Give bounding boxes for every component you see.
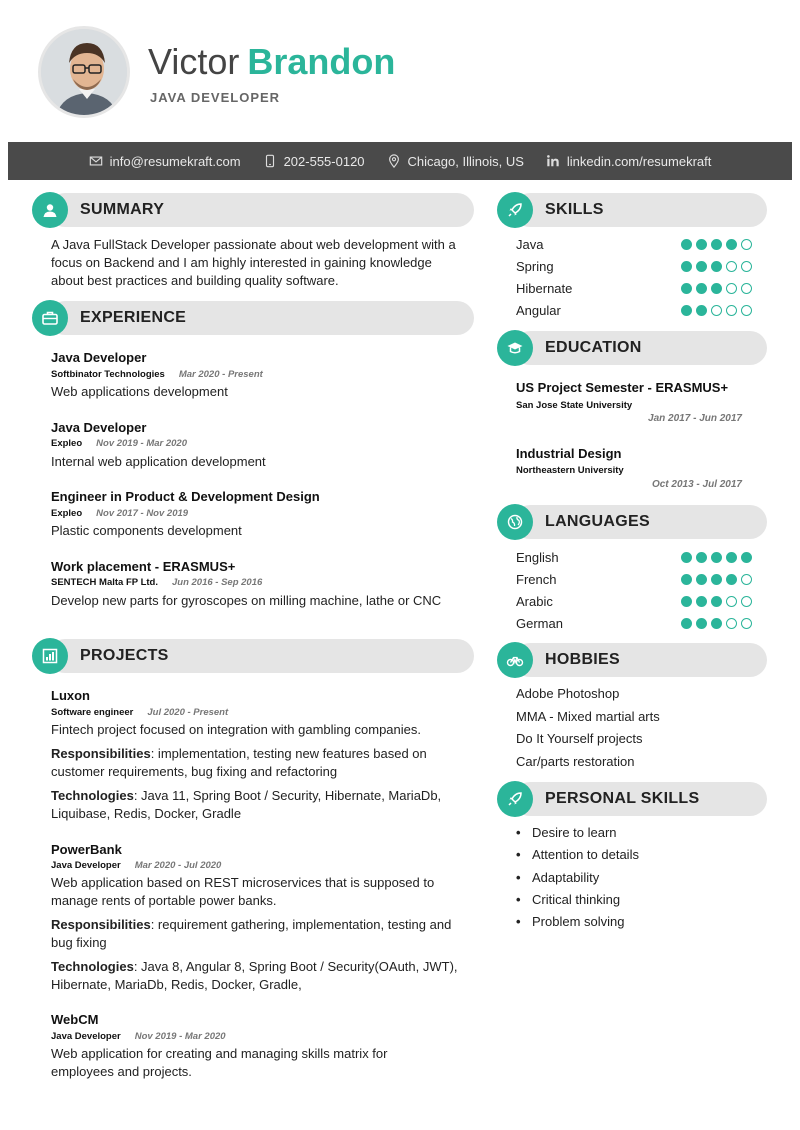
hobby-item: MMA - Mixed martial arts	[516, 709, 660, 724]
hobby-item: Car/parts restoration	[516, 754, 635, 769]
project-dates: Mar 2020 - Jul 2020	[134, 860, 222, 871]
personal-skill-item: • Critical thinking	[516, 892, 620, 907]
rating-dot-filled	[711, 552, 722, 563]
rating-dots	[681, 596, 752, 607]
school-name: San Jose State University	[516, 400, 633, 411]
map-pin-icon	[387, 154, 401, 168]
rating-dot-filled	[681, 261, 692, 272]
rating-dot-filled	[696, 283, 707, 294]
rating-dots	[681, 574, 752, 585]
job-title: Java Developer	[51, 350, 147, 365]
last-name: Brandon	[247, 41, 396, 82]
rating-dot-filled	[681, 574, 692, 585]
job-description: Web applications development	[51, 384, 228, 399]
rating-dot-filled	[741, 552, 752, 563]
location-text: Chicago, Illinois, US	[407, 153, 524, 169]
project-description: Web application based on REST microservices that is supposed to manage rents of portable power banks.	[51, 875, 435, 908]
rating-dots	[681, 552, 752, 563]
language-row-name: Arabic	[516, 593, 553, 609]
rating-dot-filled	[726, 552, 737, 563]
rating-dot-empty	[726, 305, 737, 316]
company: Softbinator Technologies	[51, 369, 165, 380]
job-title: Work placement - ERASMUS+	[51, 559, 236, 574]
rating-dot-filled	[696, 239, 707, 250]
profile-photo	[38, 26, 130, 118]
job-dates: Mar 2020 - Present	[178, 369, 263, 380]
rating-dot-filled	[696, 596, 707, 607]
project-description: Web application for creating and managing skills matrix for employees and projects.	[51, 1046, 388, 1079]
contact-phone[interactable]	[263, 154, 365, 169]
globe-icon	[506, 513, 524, 531]
language-row-name: French	[516, 571, 557, 587]
personal-skill-item: • Desire to learn	[516, 825, 617, 840]
rating-dot-filled	[711, 239, 722, 250]
skill-row	[516, 300, 756, 320]
job-description: Internal web application development	[51, 454, 266, 469]
project-responsibilities: Responsibilities: requirement gathering, implementation, testing and bug fixing	[51, 917, 452, 950]
degree-title: Industrial Design	[516, 446, 622, 461]
rating-dot-empty	[741, 305, 752, 316]
rating-dot-filled	[711, 618, 722, 629]
job-description: Develop new parts for gyroscopes on milling machine, lathe or CNC	[51, 593, 442, 608]
contact-bar	[8, 142, 792, 180]
graduation-cap-icon	[506, 339, 524, 357]
rating-dot-filled	[696, 305, 707, 316]
project-technologies: Technologies: Java 11, Spring Boot / Security, Hibernate, MariaDb, Liquibase, Redis, Docker, Gradle	[51, 788, 442, 821]
rating-dot-filled	[696, 618, 707, 629]
language-row	[516, 547, 756, 567]
rating-dot-empty	[741, 239, 752, 250]
skill-row-name: Hibernate	[516, 280, 573, 296]
project-role: Java Developer	[51, 860, 121, 871]
skill-row-name: Java	[516, 236, 544, 252]
skill-row-name: Spring	[516, 258, 554, 274]
job-title: JAVA DEVELOPER	[150, 90, 281, 105]
hobbies-section-header	[497, 643, 767, 677]
summary-text: A Java FullStack Developer passionate about web development with a focus on Backend and I am highly interested in gaining knowledge about best practices and building quality software.	[51, 237, 456, 288]
linkedin-icon	[546, 154, 560, 168]
skills-section-header	[497, 193, 767, 227]
rating-dot-filled	[696, 552, 707, 563]
rocket-icon	[506, 201, 524, 219]
projects-heading: PROJECTS	[80, 647, 169, 664]
project-responsibilities: Responsibilities: implementation, testing new features based on customer requirements, bug fixing and refactoring	[51, 746, 427, 779]
project-description: Fintech project focused on integration with gambling companies.	[51, 722, 421, 737]
skill-row-name: Angular	[516, 302, 561, 318]
rating-dots	[681, 305, 752, 316]
skill-row	[516, 278, 756, 298]
contact-email[interactable]	[89, 154, 241, 169]
rating-dot-empty	[741, 283, 752, 294]
rating-dot-filled	[726, 574, 737, 585]
education-dates: Oct 2013 - Jul 2017	[651, 479, 742, 490]
project-dates: Nov 2019 - Mar 2020	[134, 1031, 226, 1042]
language-row	[516, 591, 756, 611]
language-row-name: English	[516, 549, 559, 565]
rating-dot-filled	[711, 261, 722, 272]
languages-section-header	[497, 505, 767, 539]
school-name: Northeastern University	[516, 465, 624, 476]
projects-section-header	[32, 639, 474, 673]
project-name: Luxon	[51, 688, 90, 703]
rating-dots	[681, 283, 752, 294]
rating-dot-filled	[711, 283, 722, 294]
phone-icon	[263, 154, 277, 168]
personal-skill-item: • Adaptability	[516, 870, 599, 885]
envelope-icon	[89, 154, 103, 168]
briefcase-icon	[41, 309, 59, 327]
language-row	[516, 613, 756, 633]
rating-dots	[681, 239, 752, 250]
job-title: Engineer in Product & Development Design	[51, 489, 320, 504]
language-row	[516, 569, 756, 589]
project-role: Software engineer	[51, 707, 134, 718]
experience-heading: EXPERIENCE	[80, 309, 187, 326]
job-description: Plastic components development	[51, 523, 242, 538]
degree-title: US Project Semester - ERASMUS+	[516, 380, 729, 395]
rating-dot-empty	[741, 596, 752, 607]
rating-dot-filled	[681, 305, 692, 316]
education-heading: EDUCATION	[545, 339, 642, 356]
education-section-header	[497, 331, 767, 365]
hobby-item: Adobe Photoshop	[516, 686, 620, 701]
phone-text: 202-555-0120	[283, 153, 365, 169]
project-role: Java Developer	[51, 1031, 121, 1042]
rating-dot-filled	[696, 574, 707, 585]
rocket-icon	[506, 790, 524, 808]
rating-dot-filled	[711, 596, 722, 607]
rating-dot-empty	[741, 261, 752, 272]
project-dates: Jul 2020 - Present	[147, 707, 229, 718]
personal-skill-item: • Problem solving	[516, 914, 625, 929]
rating-dot-filled	[681, 618, 692, 629]
experience-section-header	[32, 301, 474, 335]
linkedin-text: linkedin.com/resumekraft	[566, 153, 712, 169]
project-technologies: Technologies: Java 8, Angular 8, Spring Boot / Security(OAuth, JWT), Hibernate, MariaDb, Redis, Docker, Gradle,	[51, 959, 458, 992]
personal-skills-section-header	[497, 782, 767, 816]
languages-heading: LANGUAGES	[545, 513, 650, 530]
rating-dots	[681, 261, 752, 272]
language-row-name: German	[516, 615, 563, 631]
contact-location	[387, 154, 524, 169]
rating-dot-filled	[681, 239, 692, 250]
hobby-item: Do It Yourself projects	[516, 731, 643, 746]
rating-dot-empty	[726, 283, 737, 294]
project-name: WebCM	[51, 1012, 99, 1027]
company: SENTECH Malta FP Ltd.	[51, 577, 158, 588]
candidate-name	[148, 42, 395, 82]
contact-linkedin[interactable]	[546, 154, 712, 169]
skills-heading: SKILLS	[545, 201, 604, 218]
rating-dot-filled	[696, 261, 707, 272]
job-dates: Jun 2016 - Sep 2016	[171, 577, 263, 588]
rating-dot-filled	[711, 574, 722, 585]
rating-dot-empty	[726, 261, 737, 272]
company: Expleo	[51, 508, 83, 519]
education-dates: Jan 2017 - Jun 2017	[648, 413, 742, 424]
rating-dots	[681, 618, 752, 629]
personal-skills-heading: PERSONAL SKILLS	[545, 790, 700, 807]
bicycle-icon	[506, 651, 524, 669]
rating-dot-filled	[681, 596, 692, 607]
personal-skill-item: • Attention to details	[516, 847, 639, 862]
chart-document-icon	[41, 647, 59, 665]
rating-dot-filled	[726, 239, 737, 250]
rating-dot-filled	[681, 552, 692, 563]
rating-dot-empty	[711, 305, 722, 316]
skill-row	[516, 234, 756, 254]
email-text: info@resumekraft.com	[109, 153, 241, 169]
rating-dot-filled	[681, 283, 692, 294]
hobbies-heading: HOBBIES	[545, 651, 620, 668]
summary-section-header	[32, 193, 474, 227]
first-name: Victor	[148, 41, 240, 82]
user-card-icon	[41, 201, 59, 219]
rating-dot-empty	[726, 618, 737, 629]
rating-dot-empty	[726, 596, 737, 607]
company: Expleo	[51, 438, 83, 449]
rating-dot-empty	[741, 574, 752, 585]
project-name: PowerBank	[51, 842, 122, 857]
skill-row	[516, 256, 756, 276]
rating-dot-empty	[741, 618, 752, 629]
job-dates: Nov 2019 - Mar 2020	[96, 438, 187, 449]
summary-heading: SUMMARY	[80, 201, 165, 218]
job-title: Java Developer	[51, 420, 147, 435]
job-dates: Nov 2017 - Nov 2019	[96, 508, 189, 519]
